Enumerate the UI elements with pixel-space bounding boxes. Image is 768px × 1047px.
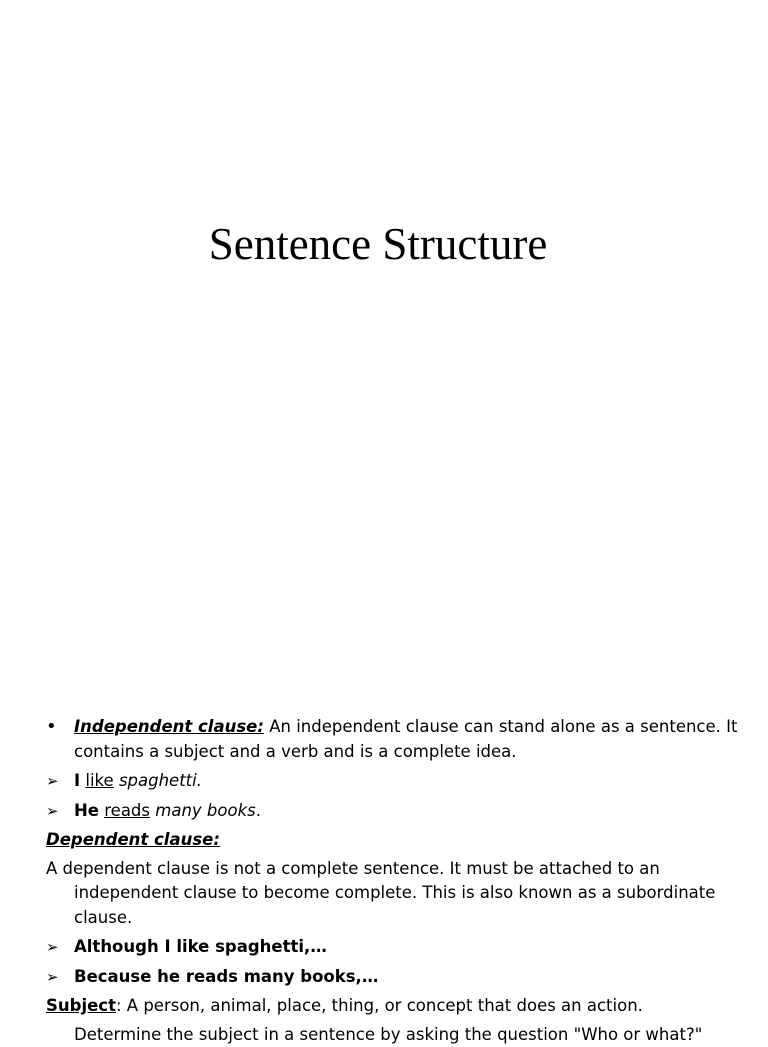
subject-definition [46, 994, 746, 1019]
example-subject: I [74, 771, 81, 790]
arrow-bullet-icon: ➢ [46, 967, 59, 986]
dependent-example-1 [46, 935, 746, 960]
arrow-bullet-icon: ➢ [46, 801, 59, 820]
example-subject: He [74, 800, 99, 820]
example-end: . [196, 771, 202, 790]
arrow-bullet-icon: ➢ [46, 772, 59, 790]
subject-text: A person, animal, place, thing, or concept that does an action. [126, 996, 643, 1015]
subject-cut-line: Determine the subject in a sentence by asking the question "Who or what?" [74, 1024, 703, 1044]
dependent-clause-label: Dependent clause: [46, 830, 220, 849]
dependent-clause-heading [46, 828, 746, 853]
dependent-example-text: Although I like spaghetti,… [74, 937, 327, 956]
independent-clause-text: An independent clause can stand alone as a sentence. It contains a subject and a verb and is a complete idea. [74, 717, 738, 761]
dependent-example-2 [46, 965, 746, 990]
example-verb: like [85, 771, 114, 790]
example-object: spaghetti [118, 771, 197, 790]
independent-clause-item [46, 715, 746, 764]
example-end: . [255, 800, 261, 820]
slide-title: Sentence Structure [208, 219, 548, 269]
bullet-icon: • [46, 716, 57, 737]
example-object: many books [155, 800, 256, 820]
independent-example-2 [46, 799, 746, 824]
dependent-clause-text: A dependent clause is not a complete sentence. It must be attached to an independent clause to become complete. This is also known as a subordinate clause. [46, 858, 716, 927]
subject-label: Subject [46, 996, 116, 1015]
example-verb: reads [104, 800, 151, 820]
independent-example-1 [46, 769, 746, 794]
subject-colon: : [115, 996, 122, 1015]
arrow-bullet-icon: ➢ [46, 938, 59, 956]
notes-body [46, 715, 746, 1047]
dependent-example-text: Because he reads many books,… [74, 966, 379, 986]
independent-clause-label: Independent clause: [74, 717, 264, 736]
